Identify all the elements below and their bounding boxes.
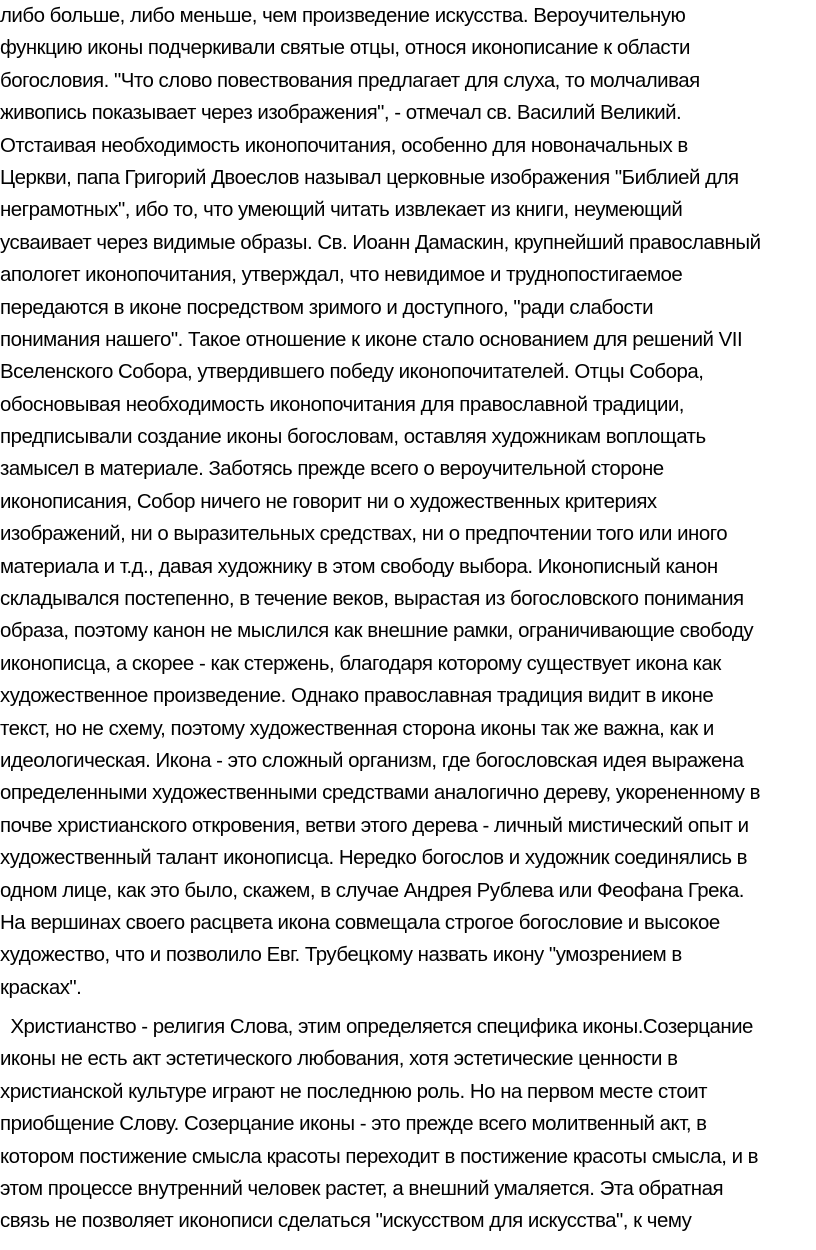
text-line: На вершинах своего расцвета икона совмещала строгое богословие и высокое [0, 910, 720, 934]
text-line: одном лице, как это было, скажем, в случае Андрея Рублева или Феофана Грека. [0, 878, 744, 902]
text-line: иконописца, а скорее - как стержень, благодаря которому существует икона как [0, 651, 721, 675]
text-line: Отстаивая необходимость иконопочитания, особенно для новоначальных в [0, 133, 688, 157]
text-line: либо больше, либо меньше, чем произведение искусства. Вероучительную [0, 4, 686, 27]
text-line: иконы не есть акт эстетического любования, хотя эстетические ценности в [0, 1047, 678, 1071]
text-line: живопись показывает через изображения", - отмечал св. Василий Великий. [0, 101, 682, 125]
text-line: неграмотных", ибо то, что умеющий читать извлекает из книги, неумеющий [0, 198, 683, 222]
text-line: связь не позволяет иконописи сделаться "искусством для искусства", к чему [0, 1209, 692, 1233]
paragraph-christianity-word [0, 1011, 816, 1238]
text-line: обосновывая необходимость иконопочитания для православной традиции, [0, 392, 684, 416]
text-line: идеологическая. Икона - это сложный организм, где богословская идея выражена [0, 748, 744, 772]
text-line: художественный талант иконописца. Нередко богослов и художник соединялись в [0, 846, 748, 870]
text-line: почве христианского откровения, ветви этого дерева - личный мистический опыт и [0, 813, 749, 837]
text-line: предписывали создание иконы богословам, оставляя художникам воплощать [0, 425, 706, 449]
text-line: художественное произведение. Однако православная традиция видит в иконе [0, 684, 714, 708]
text-line: красках". [0, 975, 82, 999]
text-line: приобщение Слову. Созерцание иконы - это прежде всего молитвенный акт, в [0, 1112, 707, 1136]
text-line: Христианство - религия Слова, этим определяется специфика иконы.Созерцание [0, 1015, 753, 1038]
text-line: богословия. "Что слово повествования предлагает для слуха, то молчаливая [0, 68, 700, 92]
text-line: этом процессе внутренний человек растет, а внешний умаляется. Эта обратная [0, 1176, 724, 1200]
text-line: Церкви, папа Григорий Двоеслов называл церковные изображения "Библией для [0, 165, 739, 189]
text-line: материала и т.д., давая художнику в этом свободу выбора. Иконописный канон [0, 554, 718, 578]
text-line: котором постижение смысла красоты переходит в постижение красоты смысла, и в [0, 1144, 759, 1168]
text-line: художество, что и позволило Евг. Трубецкому назвать икону "умозрением в [0, 943, 682, 967]
text-line: изображений, ни о выразительных средствах, ни о предпочтении того или иного [0, 522, 728, 546]
text-line: иконописания, Собор ничего не говорит ни о художественных критериях [0, 489, 657, 513]
text-line: определенными художественными средствами аналогично дереву, укорененному в [0, 781, 761, 805]
text-line: замысел в материале. Заботясь прежде всего о вероучительной стороне [0, 457, 664, 481]
text-line: апологет иконопочитания, утверждал, что невидимое и труднопостигаемое [0, 263, 683, 287]
text-line: понимания нашего". Такое отношение к иконе стало основанием для решений VII [0, 327, 743, 351]
text-line: передаются в иконе посредством зримого и доступного, "ради слабости [0, 295, 654, 319]
text-line: христианской культуре играют не последнюю роль. Но на первом месте стоит [0, 1079, 708, 1103]
text-line: функцию иконы подчеркивали святые отцы, относя иконописание к области [0, 36, 690, 60]
text-line: текст, но не схему, поэтому художественная сторона иконы так же важна, как и [0, 716, 714, 740]
text-line: Вселенского Собора, утвердившего победу иконопочитателей. Отцы Собора, [0, 360, 704, 384]
text-line: образа, поэтому канон не мыслился как внешние рамки, ограничивающие свободу [0, 619, 754, 643]
text-line: усваивает через видимые образы. Св. Иоанн Дамаскин, крупнейший православный [0, 230, 761, 254]
text-line: складывался постепенно, в течение веков, вырастая из богословского понимания [0, 587, 744, 611]
